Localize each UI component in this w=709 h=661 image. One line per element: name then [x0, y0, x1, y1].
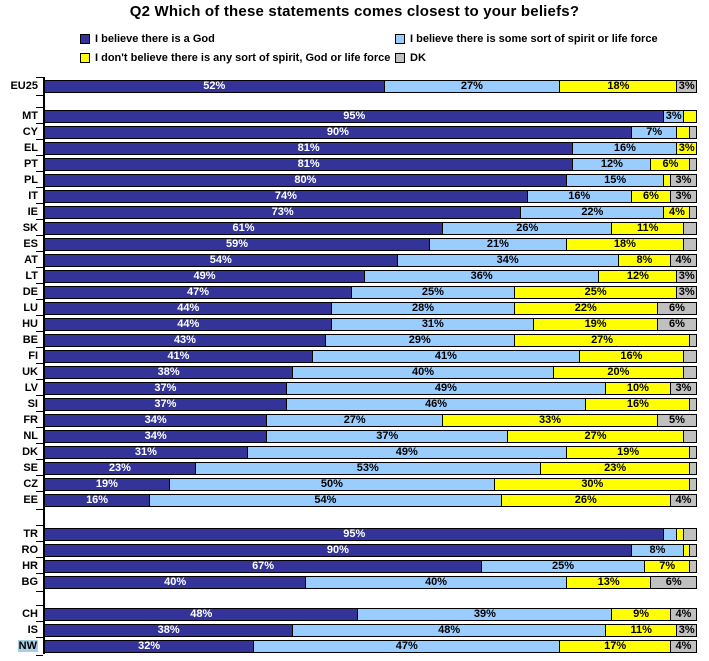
bar-row-uk: [0, 364, 709, 380]
segment-dk: 4%: [670, 609, 696, 620]
axis-tick: [36, 637, 43, 638]
axis-tick: [36, 77, 43, 78]
segment-dk: 6%: [657, 319, 696, 330]
country-label: EU25: [10, 79, 38, 92]
bar-row-sk: [0, 220, 709, 236]
bar-row-ie: [0, 204, 709, 220]
segment-god: 54%: [45, 255, 397, 266]
segment-spirit: 40%: [305, 577, 565, 588]
god-swatch-icon: [80, 34, 90, 44]
bar-row-hr: [0, 558, 709, 574]
segment-none: 13%: [566, 577, 651, 588]
country-label: LT: [25, 269, 38, 282]
segment-dk: 3%: [670, 191, 696, 202]
segment-spirit: 31%: [331, 319, 533, 330]
segment-none: 17%: [559, 641, 670, 652]
stacked-bar: [44, 560, 697, 573]
segment-god: 38%: [45, 625, 292, 636]
segment-none: 8%: [618, 255, 670, 266]
bar-row-lu: [0, 300, 709, 316]
bar-row-fi: [0, 348, 709, 364]
segment-none: 33%: [442, 415, 657, 426]
bar-row-pt: [0, 156, 709, 172]
segment-dk: [689, 399, 696, 410]
bar-row-bg: [0, 574, 709, 590]
axis-tick: [36, 95, 43, 96]
bar-row-dk: [0, 444, 709, 460]
segment-dk: 4%: [670, 255, 696, 266]
segment-spirit: 8%: [631, 545, 683, 556]
segment-dk: [689, 463, 696, 474]
segment-god: 16%: [45, 495, 149, 506]
bar-row-el: [0, 140, 709, 156]
country-label: IE: [27, 205, 38, 218]
segment-dk: [689, 159, 696, 170]
segment-spirit: 49%: [247, 447, 566, 458]
bar-row-be: [0, 332, 709, 348]
stacked-bar: [44, 206, 697, 219]
segment-god: 41%: [45, 351, 312, 362]
segment-none: 26%: [501, 495, 670, 506]
segment-dk: 3%: [676, 625, 696, 636]
axis-tick: [36, 235, 43, 236]
segment-god: 34%: [45, 431, 266, 442]
legend-row-1: [80, 29, 709, 48]
stacked-bar: [44, 238, 697, 251]
country-label: SI: [27, 397, 38, 410]
segment-dk: 3%: [676, 81, 696, 92]
segment-dk: 6%: [650, 577, 696, 588]
stacked-bar: [44, 640, 697, 653]
stacked-bar: [44, 462, 697, 475]
axis-tick: [36, 557, 43, 558]
axis-tick: [36, 509, 43, 510]
segment-dk: [689, 447, 696, 458]
country-label: BE: [22, 333, 38, 346]
stacked-bar: [44, 494, 697, 507]
axis-tick: [36, 139, 43, 140]
bar-row-eu25: [0, 78, 709, 94]
segment-spirit: 12%: [572, 159, 650, 170]
segment-none: [683, 111, 696, 122]
stacked-bar: [44, 544, 697, 557]
segment-spirit: 22%: [520, 207, 663, 218]
segment-god: 19%: [45, 479, 169, 490]
axis-tick: [36, 315, 43, 316]
segment-none: 16%: [585, 399, 689, 410]
segment-dk: [683, 239, 696, 250]
axis-tick: [36, 283, 43, 284]
legend-label-spirit: I believe there is some sort of spirit or life force: [410, 32, 658, 45]
stacked-bar: [44, 126, 697, 139]
country-label: LV: [24, 381, 38, 394]
segment-god: 95%: [45, 111, 663, 122]
stacked-bar: [44, 478, 697, 491]
segment-god: 44%: [45, 303, 331, 314]
segment-god: 34%: [45, 415, 266, 426]
legend-item-dk: [395, 52, 426, 64]
bar-row-nw: [0, 638, 709, 654]
segment-dk: [689, 127, 696, 138]
stacked-bar: [44, 528, 697, 541]
country-label: EL: [23, 141, 38, 154]
bar-row-se: [0, 460, 709, 476]
country-label: LU: [23, 301, 38, 314]
segment-spirit: 16%: [527, 191, 631, 202]
axis-tick: [36, 299, 43, 300]
stacked-bar: [44, 80, 697, 93]
bar-row-de: [0, 284, 709, 300]
segment-none: 27%: [507, 431, 683, 442]
segment-spirit: 26%: [442, 223, 611, 234]
segment-spirit: 41%: [312, 351, 579, 362]
bar-row-cy: [0, 124, 709, 140]
segment-dk: [683, 367, 696, 378]
segment-god: 73%: [45, 207, 520, 218]
segment-god: 67%: [45, 561, 481, 572]
country-label: SK: [22, 221, 38, 234]
bar-row-tr: [0, 526, 709, 542]
axis-tick: [36, 475, 43, 476]
segment-dk: 6%: [657, 303, 696, 314]
country-label: BG: [21, 575, 38, 588]
bar-row-ch: [0, 606, 709, 622]
dk-swatch-icon: [395, 53, 405, 63]
segment-god: 95%: [45, 529, 663, 540]
bar-row-is: [0, 622, 709, 638]
stacked-bar: [44, 110, 697, 123]
stacked-bar: [44, 430, 697, 443]
bar-row-it: [0, 188, 709, 204]
country-label: IS: [27, 623, 38, 636]
axis-tick: [36, 379, 43, 380]
bar-row-lv: [0, 380, 709, 396]
segment-none: 23%: [540, 463, 690, 474]
segment-dk: 4%: [670, 495, 696, 506]
segment-none: 12%: [598, 271, 676, 282]
axis-tick: [36, 363, 43, 364]
stacked-bar: [44, 366, 697, 379]
country-label: FR: [23, 413, 38, 426]
segment-dk: [683, 223, 696, 234]
country-label: DE: [22, 285, 38, 298]
axis-tick: [36, 491, 43, 492]
axis-tick: [36, 573, 43, 574]
axis-tick: [36, 591, 43, 592]
legend-label-dk: DK: [410, 51, 426, 64]
axis-tick: [36, 219, 43, 220]
country-label: MT: [22, 109, 38, 122]
stacked-bar: [44, 270, 697, 283]
stacked-bar: [44, 158, 697, 171]
legend-label-god: I believe there is a God: [95, 32, 215, 45]
stacked-bar: [44, 398, 697, 411]
bar-row-ee: [0, 492, 709, 508]
stacked-bar: [44, 576, 697, 589]
segment-none: 7%: [644, 561, 690, 572]
segment-god: 37%: [45, 383, 286, 394]
segment-god: 44%: [45, 319, 331, 330]
stacked-bar: [44, 382, 697, 395]
legend-item-god: [80, 33, 395, 45]
segment-none: 11%: [605, 625, 677, 636]
segment-spirit: 16%: [572, 143, 676, 154]
bar-row-at: [0, 252, 709, 268]
axis-tick: [36, 411, 43, 412]
segment-dk: [689, 479, 696, 490]
stacked-bar: [44, 446, 697, 459]
segment-dk: 3%: [676, 287, 696, 298]
bar-row-cz: [0, 476, 709, 492]
segment-spirit: 36%: [364, 271, 598, 282]
axis-tick: [36, 525, 43, 526]
bar-row-mt: [0, 108, 709, 124]
legend-label-none: I don't believe there is any sort of spirit, God or life force: [95, 51, 391, 64]
spirit-swatch-icon: [395, 34, 405, 44]
segment-god: 52%: [45, 81, 384, 92]
segment-spirit: 48%: [292, 625, 604, 636]
segment-spirit: 25%: [481, 561, 644, 572]
country-label: EE: [23, 493, 38, 506]
country-label: [0, 640, 38, 653]
segment-god: 90%: [45, 127, 631, 138]
segment-god: 47%: [45, 287, 351, 298]
legend-item-spirit: [395, 33, 658, 45]
segment-spirit: 34%: [397, 255, 618, 266]
segment-god: 31%: [45, 447, 247, 458]
country-label: IT: [28, 189, 38, 202]
segment-none: 4%: [663, 207, 689, 218]
segment-dk: 5%: [657, 415, 696, 426]
chart: [0, 78, 709, 654]
country-label: TR: [23, 527, 38, 540]
stacked-bar: [44, 302, 697, 315]
segment-none: 6%: [631, 191, 670, 202]
bar-row-hu: [0, 316, 709, 332]
axis-tick: [36, 187, 43, 188]
segment-spirit: 47%: [253, 641, 559, 652]
segment-dk: [683, 529, 696, 540]
axis-tick: [36, 459, 43, 460]
segment-spirit: 21%: [429, 239, 566, 250]
segment-dk: [683, 351, 696, 362]
segment-spirit: 27%: [266, 415, 442, 426]
segment-spirit: 40%: [292, 367, 552, 378]
bar-row-nl: [0, 428, 709, 444]
segment-god: 37%: [45, 399, 286, 410]
group-gap: [0, 508, 709, 526]
segment-none: 25%: [514, 287, 677, 298]
stacked-bar: [44, 608, 697, 621]
stacked-bar: [44, 222, 697, 235]
axis-tick: [36, 331, 43, 332]
axis-tick: [36, 155, 43, 156]
segment-none: 16%: [579, 351, 683, 362]
axis-tick: [36, 171, 43, 172]
axis-tick: [36, 267, 43, 268]
country-label: UK: [22, 365, 38, 378]
axis-tick: [36, 541, 43, 542]
stacked-bar: [44, 190, 697, 203]
legend-row-2: [80, 48, 709, 67]
bar-row-lt: [0, 268, 709, 284]
stacked-bar: [44, 350, 697, 363]
country-label: CH: [22, 607, 38, 620]
country-label-highlighted: NW: [18, 639, 37, 652]
stacked-bar: [44, 414, 697, 427]
country-label: HR: [22, 559, 38, 572]
segment-spirit: 29%: [325, 335, 514, 346]
stacked-bar: [44, 286, 697, 299]
segment-none: 22%: [514, 303, 657, 314]
segment-none: 19%: [566, 447, 690, 458]
segment-none: 6%: [650, 159, 689, 170]
stacked-bar: [44, 624, 697, 637]
segment-god: 81%: [45, 143, 572, 154]
country-label: ES: [23, 237, 38, 250]
segment-none: 18%: [566, 239, 683, 250]
segment-none: 18%: [559, 81, 676, 92]
segment-god: 43%: [45, 335, 325, 346]
bar-row-es: [0, 236, 709, 252]
segment-dk: 4%: [670, 641, 696, 652]
legend-item-none: [80, 52, 395, 64]
stacked-bar: [44, 142, 697, 155]
segment-none: 20%: [553, 367, 683, 378]
segment-dk: 3%: [676, 271, 696, 282]
segment-god: 59%: [45, 239, 429, 250]
country-label: HU: [22, 317, 38, 330]
segment-god: 38%: [45, 367, 292, 378]
segment-spirit: 28%: [331, 303, 513, 314]
segment-dk: [689, 561, 696, 572]
segment-god: 23%: [45, 463, 195, 474]
country-label: CY: [22, 125, 38, 138]
axis-tick: [36, 443, 43, 444]
segment-god: 81%: [45, 159, 572, 170]
segment-god: 49%: [45, 271, 364, 282]
segment-spirit: 46%: [286, 399, 585, 410]
axis-tick: [36, 605, 43, 606]
axis-tick: [36, 251, 43, 252]
segment-spirit: 50%: [169, 479, 495, 490]
segment-dk: [683, 431, 696, 442]
bar-row-fr: [0, 412, 709, 428]
stacked-bar: [44, 334, 697, 347]
segment-spirit: 49%: [286, 383, 605, 394]
country-label: DK: [22, 445, 38, 458]
country-label: SE: [23, 461, 38, 474]
segment-spirit: 27%: [384, 81, 560, 92]
segment-god: 32%: [45, 641, 253, 652]
axis-tick: [36, 427, 43, 428]
country-label: NL: [23, 429, 38, 442]
segment-none: 11%: [611, 223, 683, 234]
segment-spirit: 7%: [631, 127, 677, 138]
axis-tick: [36, 347, 43, 348]
segment-god: 61%: [45, 223, 442, 234]
stacked-bar: [44, 254, 697, 267]
segment-none: 10%: [605, 383, 670, 394]
segment-spirit: [663, 529, 676, 540]
segment-none: 3%: [676, 143, 696, 154]
segment-none: 9%: [611, 609, 670, 620]
segment-none: 27%: [514, 335, 690, 346]
segment-dk: 3%: [670, 383, 696, 394]
segment-dk: [689, 207, 696, 218]
segment-spirit: 39%: [357, 609, 611, 620]
segment-none: [676, 127, 689, 138]
segment-spirit: 25%: [351, 287, 514, 298]
segment-spirit: 53%: [195, 463, 540, 474]
country-label: PL: [23, 173, 38, 186]
segment-dk: 3%: [670, 175, 696, 186]
axis-tick: [36, 107, 43, 108]
segment-spirit: 54%: [149, 495, 501, 506]
segment-god: 80%: [45, 175, 566, 186]
no-belief-swatch-icon: [80, 53, 90, 63]
bar-row-pl: [0, 172, 709, 188]
country-label: CZ: [23, 477, 38, 490]
axis-tick: [36, 123, 43, 124]
segment-none: 30%: [494, 479, 689, 490]
country-label: PT: [23, 157, 38, 170]
country-label: AT: [24, 253, 38, 266]
axis-tick: [36, 395, 43, 396]
segment-none: 19%: [533, 319, 657, 330]
bar-row-si: [0, 396, 709, 412]
country-label: RO: [21, 543, 38, 556]
segment-spirit: 37%: [266, 431, 507, 442]
segment-god: 40%: [45, 577, 305, 588]
segment-dk: [689, 545, 696, 556]
stacked-bar: [44, 174, 697, 187]
segment-god: 74%: [45, 191, 527, 202]
country-label: FI: [28, 349, 38, 362]
segment-god: 90%: [45, 545, 631, 556]
segment-god: 48%: [45, 609, 357, 620]
group-gap: [0, 94, 709, 108]
axis-tick: [36, 203, 43, 204]
bar-row-ro: [0, 542, 709, 558]
segment-spirit: 15%: [566, 175, 664, 186]
legend: [80, 29, 709, 67]
group-gap: [0, 590, 709, 606]
stacked-bar: [44, 318, 697, 331]
segment-spirit: 3%: [663, 111, 683, 122]
axis-tick: [36, 621, 43, 622]
axis-tick: [36, 655, 43, 656]
segment-dk: [689, 335, 696, 346]
chart-title: Q2 Which of these statements comes closest to your beliefs?: [129, 3, 580, 20]
